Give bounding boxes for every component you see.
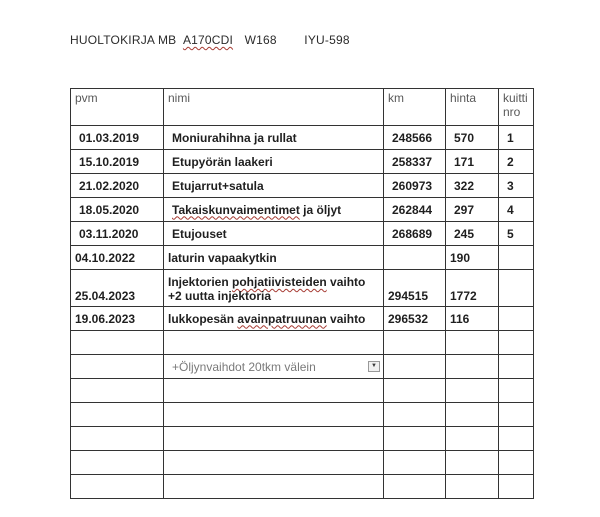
table-row	[71, 451, 534, 475]
cell-km[interactable]: 294515	[384, 270, 446, 307]
cell-pvm[interactable]: 21.02.2020	[71, 174, 164, 198]
text-segment: Etupyörän laakeri	[172, 154, 273, 169]
cell-km[interactable]: 268689	[384, 222, 446, 246]
service-table-body	[71, 126, 534, 499]
cell-kuitti[interactable]: 4	[499, 198, 534, 222]
table-header-row	[71, 89, 534, 126]
cell-kuitti[interactable]	[499, 331, 534, 355]
cell-pvm[interactable]: 03.11.2020	[71, 222, 164, 246]
text-segment: laturin vapaakytkin	[168, 250, 277, 265]
cell-hinta[interactable]	[446, 379, 499, 403]
cell-nimi[interactable]	[164, 355, 384, 379]
cell-kuitti[interactable]: 5	[499, 222, 534, 246]
cell-kuitti[interactable]: 2	[499, 150, 534, 174]
cell-nimi[interactable]	[164, 451, 384, 475]
cell-kuitti[interactable]	[499, 451, 534, 475]
cell-nimi[interactable]	[164, 307, 384, 331]
cell-hinta[interactable]: 570	[446, 126, 499, 150]
cell-pvm[interactable]: 18.05.2020	[71, 198, 164, 222]
cell-hinta[interactable]: 322	[446, 174, 499, 198]
text-segment: +Öljynvaihdot 20tkm välein	[172, 359, 316, 374]
cell-hinta[interactable]	[446, 475, 499, 499]
document-title[interactable]	[70, 33, 350, 47]
cell-kuitti[interactable]	[499, 270, 534, 307]
cell-pvm[interactable]	[71, 451, 164, 475]
table-row	[71, 475, 534, 499]
cell-km[interactable]	[384, 355, 446, 379]
table-row	[71, 379, 534, 403]
cell-nimi[interactable]	[164, 427, 384, 451]
cell-hinta[interactable]	[446, 403, 499, 427]
misspelled-word: pohjatiivisteiden	[232, 275, 327, 289]
table-row	[71, 246, 534, 270]
table-row	[71, 150, 534, 174]
cell-km[interactable]	[384, 403, 446, 427]
cell-pvm[interactable]	[71, 331, 164, 355]
cell-km[interactable]: 296532	[384, 307, 446, 331]
table-row	[71, 307, 534, 331]
text-segment: Moniurahihna ja rullat	[172, 130, 297, 145]
cell-km[interactable]: 262844	[384, 198, 446, 222]
cell-pvm[interactable]	[71, 475, 164, 499]
column-header-km[interactable]: km	[384, 89, 446, 126]
cell-nimi[interactable]	[164, 222, 384, 246]
cell-hinta[interactable]	[446, 427, 499, 451]
cell-kuitti[interactable]	[499, 427, 534, 451]
cell-hinta[interactable]: 190	[446, 246, 499, 270]
cell-kuitti[interactable]	[499, 246, 534, 270]
cell-hinta[interactable]: 1772	[446, 270, 499, 307]
cell-hinta[interactable]	[446, 355, 499, 379]
misspelled-word: Takaiskunvaimentimet	[172, 202, 300, 217]
cell-nimi[interactable]	[164, 150, 384, 174]
table-row	[71, 270, 534, 307]
cell-nimi[interactable]	[164, 174, 384, 198]
text-segment: lukkopesän	[168, 311, 238, 326]
cell-km[interactable]	[384, 246, 446, 270]
cell-kuitti[interactable]	[499, 355, 534, 379]
cell-nimi[interactable]	[164, 403, 384, 427]
table-row	[71, 427, 534, 451]
text-segment: Etujouset	[172, 226, 227, 241]
cell-kuitti[interactable]	[499, 307, 534, 331]
title-plate: IYU-598	[304, 33, 350, 47]
cell-hinta[interactable]	[446, 451, 499, 475]
cell-hinta[interactable]: 171	[446, 150, 499, 174]
cell-nimi[interactable]	[164, 379, 384, 403]
table-row	[71, 355, 534, 379]
cell-km[interactable]	[384, 451, 446, 475]
cell-nimi[interactable]	[164, 270, 384, 307]
cell-hinta[interactable]: 116	[446, 307, 499, 331]
cell-km[interactable]	[384, 379, 446, 403]
cell-pvm[interactable]: 01.03.2019	[71, 126, 164, 150]
title-chassis: W168	[244, 33, 277, 47]
service-table	[70, 88, 534, 499]
text-segment: vaihto	[326, 311, 366, 326]
cell-nimi[interactable]	[164, 331, 384, 355]
column-header-kuitti[interactable]: kuitti nro	[499, 89, 534, 126]
text-segment: Etujarrut+satula	[172, 178, 264, 193]
text-segment: Injektorien	[168, 275, 233, 289]
cell-nimi[interactable]	[164, 475, 384, 499]
cell-pvm[interactable]: 04.10.2022	[71, 246, 164, 270]
column-header-hinta[interactable]: hinta	[446, 89, 499, 126]
table-row	[71, 331, 534, 355]
cell-km[interactable]	[384, 427, 446, 451]
table-row	[71, 126, 534, 150]
cell-pvm[interactable]: 25.04.2023	[71, 270, 164, 307]
title-model: A170CDI	[182, 33, 234, 47]
cell-pvm[interactable]: 15.10.2019	[71, 150, 164, 174]
cell-km[interactable]: 248566	[384, 126, 446, 150]
title-prefix: HUOLTOKIRJA MB	[70, 33, 177, 47]
cell-hinta[interactable]: 297	[446, 198, 499, 222]
cell-pvm[interactable]	[71, 379, 164, 403]
dropdown-arrow-icon[interactable]: ▼	[368, 361, 380, 372]
text-segment: ja öljyt	[299, 202, 342, 217]
cell-hinta[interactable]	[446, 331, 499, 355]
cell-kuitti[interactable]	[499, 379, 534, 403]
cell-km[interactable]: 258337	[384, 150, 446, 174]
cell-pvm[interactable]: 19.06.2023	[71, 307, 164, 331]
misspelled-word: avainpatruunan	[237, 311, 327, 326]
column-header-pvm[interactable]: pvm	[71, 89, 164, 126]
cell-kuitti[interactable]	[499, 475, 534, 499]
cell-km[interactable]	[384, 475, 446, 499]
cell-kuitti[interactable]: 3	[499, 174, 534, 198]
cell-pvm[interactable]	[71, 427, 164, 451]
cell-nimi[interactable]	[164, 246, 384, 270]
cell-km[interactable]	[384, 331, 446, 355]
cell-nimi[interactable]	[164, 198, 384, 222]
table-row	[71, 403, 534, 427]
cell-hinta[interactable]: 245	[446, 222, 499, 246]
column-header-nimi[interactable]: nimi	[164, 89, 384, 126]
cell-nimi[interactable]	[164, 126, 384, 150]
table-row	[71, 174, 534, 198]
cell-pvm[interactable]	[71, 403, 164, 427]
table-row	[71, 222, 534, 246]
text-segment: vaihto +2 uutta injektoria	[168, 275, 366, 303]
table-row	[71, 198, 534, 222]
cell-kuitti[interactable]	[499, 403, 534, 427]
cell-pvm[interactable]	[71, 355, 164, 379]
cell-kuitti[interactable]: 1	[499, 126, 534, 150]
cell-km[interactable]: 260973	[384, 174, 446, 198]
